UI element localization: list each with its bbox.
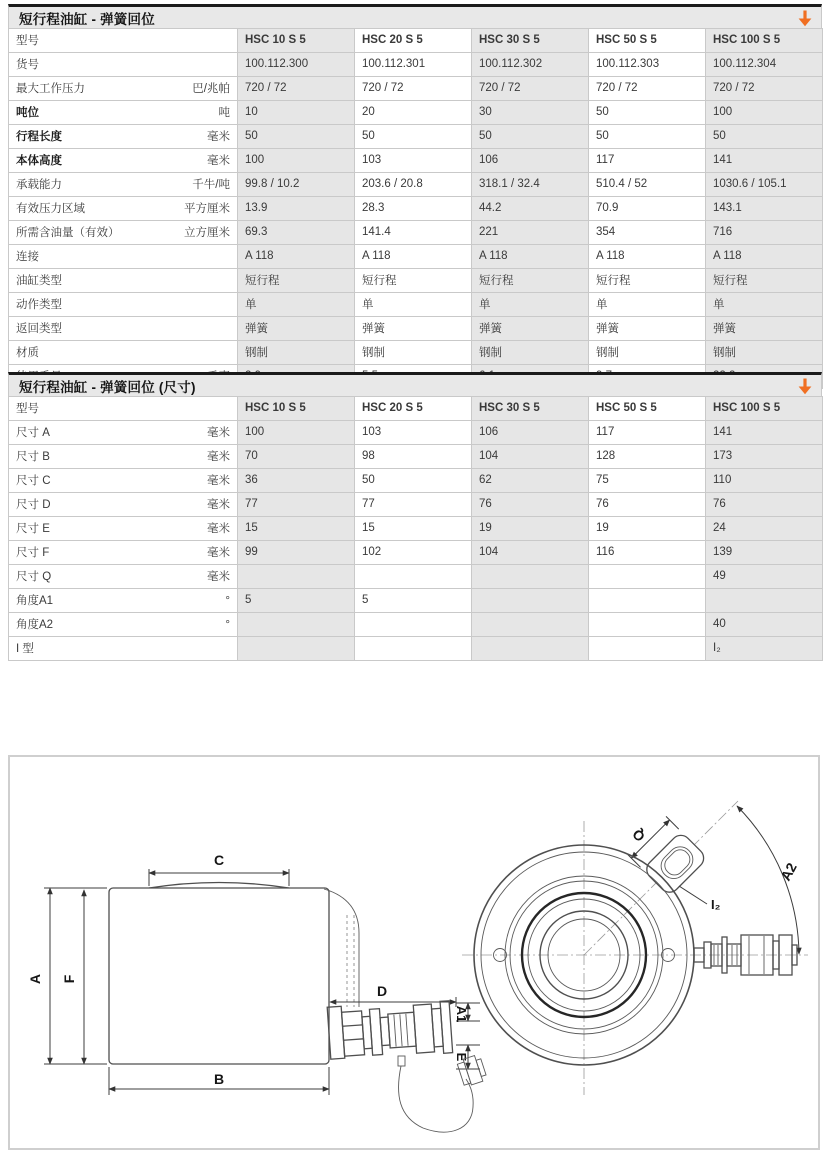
row-label: 角度A1 — [16, 595, 54, 607]
value-cell: 50 — [355, 469, 472, 493]
value-cell: 短行程 — [238, 269, 355, 293]
row-label: 尺寸 B — [16, 451, 50, 463]
row-label: 本体高度 — [16, 155, 62, 167]
row-unit: ° — [225, 595, 230, 607]
value-cell: 141.4 — [355, 221, 472, 245]
value-cell: 50 — [589, 101, 706, 125]
value-cell — [355, 637, 472, 661]
value-cell: 173 — [706, 445, 823, 469]
dim-label-c: C — [213, 852, 225, 868]
spec-table-2 — [8, 396, 823, 661]
value-cell: 100.112.300 — [238, 53, 355, 77]
spec-row — [9, 101, 823, 125]
row-label-cell — [9, 469, 238, 493]
value-cell: 13.9 — [238, 197, 355, 221]
technical-drawing-panel — [8, 755, 820, 1150]
model-header-label: 型号 — [9, 29, 238, 53]
value-cell: 钢制 — [355, 341, 472, 365]
table1-title: 短行程油缸 - 弹簧回位 — [19, 11, 155, 27]
value-cell: 钢制 — [472, 341, 589, 365]
value-cell: 76 — [472, 493, 589, 517]
row-label-cell — [9, 173, 238, 197]
row-unit: 毫米 — [207, 523, 230, 535]
coupler-side-view — [327, 999, 452, 1061]
value-cell — [589, 637, 706, 661]
value-cell: 5 — [238, 589, 355, 613]
row-label: I 型 — [16, 643, 34, 655]
value-cell: 单 — [589, 293, 706, 317]
model-header: HSC 100 S 5 — [706, 29, 823, 53]
value-cell: 19 — [472, 517, 589, 541]
value-cell: 24 — [706, 517, 823, 541]
value-cell: 143.1 — [706, 197, 823, 221]
row-unit: 毫米 — [207, 451, 230, 463]
value-cell: 720 / 72 — [706, 77, 823, 101]
row-label: 油缸类型 — [16, 275, 62, 287]
value-cell: 318.1 / 32.4 — [472, 173, 589, 197]
value-cell: 76 — [589, 493, 706, 517]
row-label-cell — [9, 589, 238, 613]
spec-row — [9, 149, 823, 173]
spec-row — [9, 125, 823, 149]
row-label-cell — [9, 269, 238, 293]
value-cell: 203.6 / 20.8 — [355, 173, 472, 197]
value-cell — [589, 565, 706, 589]
value-cell: 70 — [238, 445, 355, 469]
model-header: HSC 100 S 5 — [706, 397, 823, 421]
table1-title-bar — [8, 4, 822, 28]
value-cell: 49 — [706, 565, 823, 589]
row-label: 行程长度 — [16, 131, 62, 143]
dim-label-b: B — [213, 1071, 225, 1087]
value-cell — [355, 565, 472, 589]
row-unit: 毫米 — [207, 547, 230, 559]
row-label-cell — [9, 637, 238, 661]
row-label: 尺寸 F — [16, 547, 50, 559]
row-label-cell — [9, 197, 238, 221]
row-label: 承载能力 — [16, 179, 62, 191]
value-cell: 75 — [589, 469, 706, 493]
top-view-drawing — [462, 801, 808, 1095]
value-cell: 钢制 — [589, 341, 706, 365]
row-label-cell — [9, 493, 238, 517]
value-cell: 76 — [706, 493, 823, 517]
value-cell: 单 — [238, 293, 355, 317]
dim-label-a: A — [27, 973, 43, 985]
row-label-cell — [9, 517, 238, 541]
row-label-cell — [9, 77, 238, 101]
row-unit: 毫米 — [207, 499, 230, 511]
value-cell — [472, 613, 589, 637]
value-cell: 104 — [472, 445, 589, 469]
value-cell: 10 — [238, 101, 355, 125]
spec-row — [9, 173, 823, 197]
value-cell: 单 — [706, 293, 823, 317]
value-cell: 128 — [589, 445, 706, 469]
value-cell: 117 — [589, 149, 706, 173]
spec-row — [9, 493, 823, 517]
value-cell: 弹簧 — [472, 317, 589, 341]
value-cell: 69.3 — [238, 221, 355, 245]
value-cell — [238, 637, 355, 661]
carry-lug — [620, 808, 708, 896]
row-label: 尺寸 A — [16, 427, 50, 439]
value-cell: 1030.6 / 105.1 — [706, 173, 823, 197]
dim-label-q: Q — [628, 825, 648, 846]
model-header: HSC 30 S 5 — [472, 397, 589, 421]
dust-cap-lanyard — [398, 1054, 488, 1132]
spec-row — [9, 541, 823, 565]
side-view-drawing — [27, 852, 488, 1132]
value-cell: 100 — [706, 101, 823, 125]
row-unit: ° — [225, 619, 230, 631]
dim-label-i2: I₂ — [711, 897, 721, 912]
row-label-cell — [9, 565, 238, 589]
spec-row — [9, 341, 823, 365]
row-label: 所需含油量（有效） — [16, 227, 120, 239]
dimension-table-section — [8, 372, 822, 661]
model-header-label: 型号 — [9, 397, 238, 421]
row-label: 有效压力区域 — [16, 203, 85, 215]
value-cell: 117 — [589, 421, 706, 445]
model-header: HSC 50 S 5 — [589, 29, 706, 53]
value-cell: 单 — [355, 293, 472, 317]
row-label: 连接 — [16, 251, 39, 263]
value-cell: 36 — [238, 469, 355, 493]
dim-label-f: F — [61, 974, 77, 984]
value-cell: 720 / 72 — [472, 77, 589, 101]
row-label-cell — [9, 221, 238, 245]
value-cell: 短行程 — [706, 269, 823, 293]
value-cell: 15 — [238, 517, 355, 541]
value-cell — [238, 565, 355, 589]
value-cell: A 118 — [472, 245, 589, 269]
spec-table-section — [8, 4, 822, 389]
value-cell: 5 — [355, 589, 472, 613]
value-cell: 139 — [706, 541, 823, 565]
value-cell: 221 — [472, 221, 589, 245]
model-header: HSC 10 S 5 — [238, 29, 355, 53]
value-cell: A 118 — [355, 245, 472, 269]
row-unit: 毫米 — [207, 475, 230, 487]
row-label-cell — [9, 125, 238, 149]
value-cell: 50 — [472, 125, 589, 149]
value-cell: 弹簧 — [355, 317, 472, 341]
value-cell: 短行程 — [472, 269, 589, 293]
value-cell: 354 — [589, 221, 706, 245]
model-header: HSC 20 S 5 — [355, 397, 472, 421]
spec-row — [9, 589, 823, 613]
value-cell: 510.4 / 52 — [589, 173, 706, 197]
row-label: 动作类型 — [16, 299, 62, 311]
spec-row — [9, 293, 823, 317]
technical-drawing — [10, 757, 818, 1148]
row-unit: 平方厘米 — [184, 203, 230, 215]
spec-row — [9, 269, 823, 293]
value-cell: 141 — [706, 149, 823, 173]
value-cell — [472, 589, 589, 613]
value-cell: 99.8 / 10.2 — [238, 173, 355, 197]
row-label-cell — [9, 421, 238, 445]
table2-title-bar — [8, 372, 822, 396]
value-cell: 110 — [706, 469, 823, 493]
model-header: HSC 20 S 5 — [355, 29, 472, 53]
value-cell: A 118 — [589, 245, 706, 269]
table2-title: 短行程油缸 - 弹簧回位 (尺寸) — [19, 379, 196, 395]
row-unit: 千牛/吨 — [192, 179, 230, 191]
value-cell: 103 — [355, 421, 472, 445]
row-label: 尺寸 D — [16, 499, 51, 511]
download-arrow-icon[interactable] — [797, 9, 813, 27]
value-cell: 单 — [472, 293, 589, 317]
dim-label-e: E — [454, 1052, 469, 1062]
value-cell: 50 — [589, 125, 706, 149]
value-cell: 98 — [355, 445, 472, 469]
row-unit: 巴/兆帕 — [192, 83, 230, 95]
value-cell: 100.112.303 — [589, 53, 706, 77]
row-unit: 毫米 — [207, 131, 230, 143]
row-label-cell — [9, 149, 238, 173]
model-header-row — [9, 29, 823, 53]
value-cell: 弹簧 — [706, 317, 823, 341]
row-label: 尺寸 Q — [16, 571, 52, 583]
value-cell: 短行程 — [589, 269, 706, 293]
row-label: 吨位 — [16, 107, 39, 119]
spec-row — [9, 77, 823, 101]
value-cell — [706, 589, 823, 613]
value-cell: 106 — [472, 149, 589, 173]
value-cell: 720 / 72 — [589, 77, 706, 101]
value-cell: 30 — [472, 101, 589, 125]
value-cell: 短行程 — [355, 269, 472, 293]
value-cell: 100 — [238, 149, 355, 173]
value-cell: 44.2 — [472, 197, 589, 221]
value-cell: 50 — [706, 125, 823, 149]
value-cell: 141 — [706, 421, 823, 445]
row-label-cell — [9, 53, 238, 77]
value-cell: 钢制 — [706, 341, 823, 365]
spec-row — [9, 53, 823, 77]
value-cell — [472, 565, 589, 589]
value-cell: 99 — [238, 541, 355, 565]
row-label-cell — [9, 445, 238, 469]
value-cell — [355, 613, 472, 637]
value-cell: 弹簧 — [589, 317, 706, 341]
value-cell: 70.9 — [589, 197, 706, 221]
spec-row — [9, 245, 823, 269]
value-cell: A 118 — [238, 245, 355, 269]
row-label-cell — [9, 245, 238, 269]
value-cell: 720 / 72 — [355, 77, 472, 101]
value-cell: 100 — [238, 421, 355, 445]
value-cell: 28.3 — [355, 197, 472, 221]
row-label-cell — [9, 293, 238, 317]
value-cell — [238, 613, 355, 637]
row-label-cell — [9, 341, 238, 365]
row-label: 角度A2 — [16, 619, 54, 631]
row-label: 返回类型 — [16, 323, 62, 335]
value-cell — [589, 613, 706, 637]
row-label-cell — [9, 613, 238, 637]
spec-row — [9, 421, 823, 445]
spec-row — [9, 197, 823, 221]
value-cell: 50 — [238, 125, 355, 149]
download-arrow-icon[interactable] — [797, 377, 813, 395]
value-cell: 77 — [238, 493, 355, 517]
value-cell: 弹簧 — [238, 317, 355, 341]
value-cell: 62 — [472, 469, 589, 493]
row-label: 货号 — [16, 59, 39, 71]
value-cell: A 118 — [706, 245, 823, 269]
value-cell: 50 — [355, 125, 472, 149]
spec-row — [9, 445, 823, 469]
spec-table-1 — [8, 28, 823, 389]
model-header-row — [9, 397, 823, 421]
spec-row — [9, 637, 823, 661]
value-cell: 100.112.304 — [706, 53, 823, 77]
dim-label-a2: A2 — [777, 859, 800, 884]
model-header: HSC 50 S 5 — [589, 397, 706, 421]
spec-row — [9, 317, 823, 341]
value-cell: 103 — [355, 149, 472, 173]
value-cell: 100.112.301 — [355, 53, 472, 77]
value-cell: 20 — [355, 101, 472, 125]
row-label-cell — [9, 317, 238, 341]
row-label-cell — [9, 541, 238, 565]
model-header: HSC 10 S 5 — [238, 397, 355, 421]
value-cell: 116 — [589, 541, 706, 565]
row-label: 最大工作压力 — [16, 83, 85, 95]
row-label: 尺寸 C — [16, 475, 51, 487]
spec-row — [9, 613, 823, 637]
dim-label-a1: A1 — [454, 1005, 469, 1023]
value-cell: 77 — [355, 493, 472, 517]
row-label: 尺寸 E — [16, 523, 50, 535]
spec-row — [9, 517, 823, 541]
value-cell: I₂ — [706, 637, 823, 661]
spec-row — [9, 221, 823, 245]
row-unit: 毫米 — [207, 155, 230, 167]
value-cell: 40 — [706, 613, 823, 637]
dim-label-d: D — [376, 983, 388, 999]
row-unit: 毫米 — [207, 571, 230, 583]
value-cell: 19 — [589, 517, 706, 541]
row-unit: 立方厘米 — [184, 227, 230, 239]
model-header: HSC 30 S 5 — [472, 29, 589, 53]
row-unit: 毫米 — [207, 427, 230, 439]
value-cell — [472, 637, 589, 661]
value-cell: 104 — [472, 541, 589, 565]
row-label: 材质 — [16, 347, 39, 359]
value-cell: 106 — [472, 421, 589, 445]
value-cell: 钢制 — [238, 341, 355, 365]
value-cell: 100.112.302 — [472, 53, 589, 77]
value-cell — [589, 589, 706, 613]
value-cell: 716 — [706, 221, 823, 245]
value-cell: 102 — [355, 541, 472, 565]
row-unit: 吨 — [218, 107, 230, 119]
spec-row — [9, 469, 823, 493]
spec-row — [9, 565, 823, 589]
value-cell: 15 — [355, 517, 472, 541]
row-label-cell — [9, 101, 238, 125]
value-cell: 720 / 72 — [238, 77, 355, 101]
